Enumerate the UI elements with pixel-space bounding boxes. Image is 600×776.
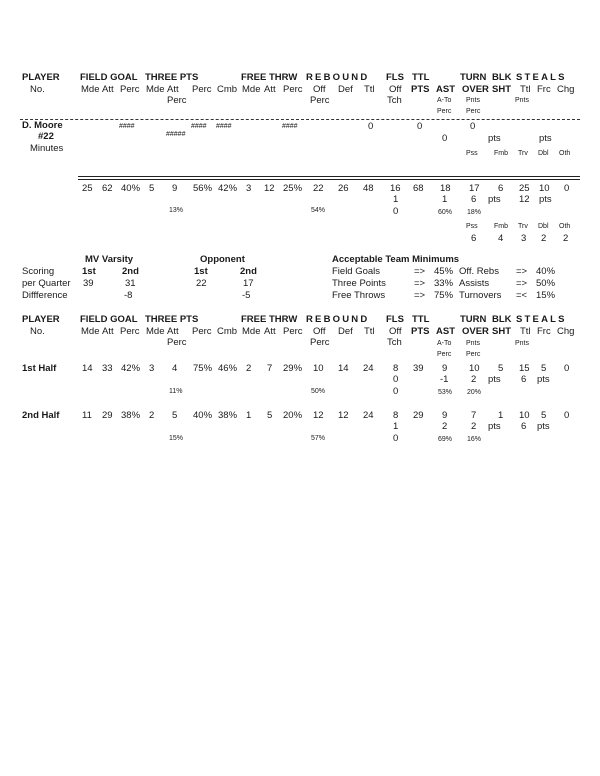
mv-2nd-value: 31 [125,278,136,289]
tot-fls-2: 1 [393,194,399,205]
player-header-2: PLAYER [22,314,60,325]
h2-stl-2: 6 [521,421,527,432]
h2-stl: 10 [519,410,530,421]
h2-ast: 9 [442,410,448,421]
h1-reb-def: 14 [338,363,349,374]
cmb-hash: #### [216,123,232,130]
player-blk-pts: pts [488,133,501,144]
h2-reb-ttl: 24 [363,410,374,421]
half-label: 2nd Half [22,410,60,421]
h1-tp-mde: 3 [149,363,155,374]
fls-tch-col-2: Tch [387,337,402,348]
steals-header-2: STEALS [516,314,567,325]
h1-chg: 0 [564,363,570,374]
rebound-header-2: REBOUND [306,314,370,325]
min-label2-0: Off. Rebs [459,266,499,277]
tot-tp-mde: 5 [149,183,155,194]
min-value-2: 75% [434,290,454,301]
tot-ttl-pts: 68 [413,183,424,194]
h1-turn: 10 [469,363,480,374]
player-dbl: Dbl [538,150,549,157]
turn-header: TURN [460,72,487,83]
field-goal-header: FIELD GOAL [80,72,138,83]
h2-ft-att: 5 [267,410,273,421]
min-label-1: Three Points [332,278,386,289]
player-trv: Trv [518,150,528,157]
ft-att-col: Att [264,84,276,95]
tp-att-col: Att [167,84,179,95]
tp-att-perc-col: Perc [167,95,187,106]
tot-frc: 10 [539,183,550,194]
fg-mde-col: Mde [81,84,100,95]
tot-reb-off: 22 [313,183,324,194]
sht-col-2: SHT [492,326,511,337]
h1-reb-off: 10 [313,363,324,374]
h1-fg-att: 33 [102,363,113,374]
h2-frc: 5 [541,410,547,421]
h2-fls-3: 0 [393,433,399,444]
ft-att-col-2: Att [264,326,276,337]
number-header-2: No. [30,326,45,337]
h1-stl: 15 [519,363,530,374]
h2-tp-att: 5 [172,410,178,421]
player-oth: Oth [559,150,571,157]
opp-2nd-value: 17 [243,278,254,289]
h1-ttl-pts: 39 [413,363,424,374]
tot-tp-perc: 56% [193,183,213,194]
half-label: 1st Half [22,363,57,374]
number-header: No. [30,84,45,95]
ast-ato-col: A-To [437,97,452,104]
mv-diff-value: -8 [124,290,133,301]
h1-fg-perc: 42% [121,363,141,374]
min-value-1: 33% [434,278,454,289]
h1-reb-ttl: 24 [363,363,374,374]
tot-fmb-v: 4 [498,233,504,244]
frc-col: Frc [537,84,551,95]
h1-three-perc: 11% [169,388,183,395]
reb-def-col: Def [338,84,353,95]
ast-col-2: AST [436,326,455,337]
tot-fg-mde: 25 [82,183,93,194]
tot-ft-perc: 25% [283,183,303,194]
field-goal-header-2: FIELD GOAL [80,314,138,325]
h2-off-perc: 57% [311,435,326,442]
reb-ttl-col-2: Ttl [364,326,375,337]
tot-ast-3: 60% [438,209,453,216]
h1-ast: 9 [442,363,448,374]
opponent-label: Opponent [200,254,245,265]
h1-fls-2: 0 [393,374,399,385]
player-name: D. Moore [22,120,63,131]
turn-header-2: TURN [460,314,487,325]
tp-att-perc-col-2: Perc [167,337,187,348]
tot-dbl-v: 2 [541,233,547,244]
h2-fls-2: 1 [393,421,399,432]
h1-blk-2: pts [488,374,501,385]
tot-stl: 25 [519,183,530,194]
h2-turn-3: 16% [467,436,482,443]
over-col-2: OVER [462,326,489,337]
over-pnts-col-2: Pnts [466,340,481,347]
h2-blk: 1 [498,410,504,421]
ttl-pts-col-2: PTS [411,326,430,337]
tp-mde-col-2: Mde [146,326,165,337]
reb-def-col-2: Def [338,326,353,337]
reb-off-perc-col: Perc [310,95,330,106]
h2-cmb: 38% [218,410,238,421]
ft-mde-col-2: Mde [242,326,261,337]
h1-fg-mde: 14 [82,363,93,374]
min-arrow-2: => [414,290,426,301]
fls-tch-col: Tch [387,95,402,106]
ft-mde-col: Mde [242,84,261,95]
tot-off-perc: 54% [311,207,326,214]
player-turnover: 0 [470,121,476,132]
h2-reb-def: 12 [338,410,349,421]
h1-ft-att: 7 [267,363,273,374]
tp-att-hash: ##### [166,131,186,138]
h1-turn-3: 20% [467,389,482,396]
tot-pss: Pss [466,223,478,230]
h1-frc-2: pts [537,374,550,385]
h1-tp-perc: 75% [193,363,213,374]
min-label2-2: Turnovers [459,290,502,301]
fls-off-col: Off [389,84,402,95]
fg-mde-col-2: Mde [81,326,100,337]
h2-fg-perc: 38% [121,410,141,421]
mv-2nd-label: 2nd [122,266,139,277]
opp-1st-label: 1st [194,266,208,277]
rebound-header: REBOUND [306,72,370,83]
ast-col: AST [436,84,455,95]
player-reb-ttl: 0 [368,121,374,132]
opp-2nd-label: 2nd [240,266,257,277]
opp-diff-value: -5 [242,290,251,301]
h1-ft-perc: 29% [283,363,303,374]
player-header: PLAYER [22,72,60,83]
min-label-2: Free Throws [332,290,386,301]
fls-header: FLS [386,72,404,83]
min-label-0: Field Goals [332,266,381,277]
tot-fls-3: 0 [393,206,399,217]
h1-ft-mde: 2 [246,363,252,374]
min-value2-1: 50% [536,278,556,289]
blk-header: BLK [492,72,512,83]
team-minimums-title: Acceptable Team Minimums [332,254,460,265]
tp-perc-col-2: Perc [192,326,212,337]
per-quarter-label: per Quarter [22,278,71,289]
three-pts-header: THREE PTS [145,72,199,83]
mv-varsity-label: MV Varsity [85,254,134,265]
h2-fls: 8 [393,410,399,421]
reb-ttl-col: Ttl [364,84,375,95]
min-arrow2-2: =< [516,290,528,301]
fls-off-col-2: Off [389,326,402,337]
tot-oth-v: 2 [563,233,569,244]
reb-off-col: Off [313,84,326,95]
reb-off-col-2: Off [313,326,326,337]
h2-reb-off: 12 [313,410,324,421]
tot-stl-2: 12 [519,194,530,205]
h2-fg-mde: 11 [82,410,92,421]
h2-ft-mde: 1 [246,410,252,421]
tot-turn: 17 [469,183,480,194]
frc-col-2: Frc [537,326,551,337]
totals-rule-1 [78,176,580,177]
free-throw-header: FREE THRW [241,72,298,83]
difference-label: Diffference [22,290,68,301]
min-arrow2-1: => [516,278,528,289]
header-divider [20,119,580,120]
tp-att-col-2: Att [167,326,179,337]
tp-perc-col: Perc [192,84,212,95]
ft-perc-col: Perc [283,84,303,95]
blk-header-2: BLK [492,314,512,325]
fg-perc-col-2: Perc [120,326,140,337]
h1-tp-att: 4 [172,363,178,374]
tot-trv: Trv [518,223,528,230]
fg-att-col-2: Att [102,326,114,337]
h1-ast-2: -1 [440,374,449,385]
ast-perc-col: Perc [437,108,452,115]
h2-ft-perc: 20% [283,410,303,421]
steals-header: STEALS [516,72,567,83]
totals-rule-2 [78,179,580,180]
tot-ft-att: 12 [264,183,275,194]
h2-frc-2: pts [537,421,550,432]
min-value2-2: 15% [536,290,556,301]
mv-1st-label: 1st [82,266,96,277]
three-pts-header-2: THREE PTS [145,314,199,325]
sht-col: SHT [492,84,511,95]
tot-blk-2: pts [488,194,501,205]
player-pss: Pss [466,150,478,157]
h1-frc: 5 [541,363,547,374]
tot-three-perc: 13% [169,207,184,214]
tot-tp-att: 9 [172,183,178,194]
chg-col-2: Chg [557,326,575,337]
reb-off-perc-col-2: Perc [310,337,330,348]
h2-tp-mde: 2 [149,410,155,421]
ft-perc-col-2: Perc [283,326,303,337]
mv-1st-value: 39 [83,278,94,289]
tot-ast-2: 1 [442,194,448,205]
h1-stl-2: 6 [521,374,527,385]
h2-chg: 0 [564,410,570,421]
h1-ast-3: 53% [438,389,453,396]
tot-fg-perc: 40% [121,183,141,194]
ttl-header-2: TTL [412,314,430,325]
h2-ast-3: 69% [438,436,453,443]
min-value-0: 45% [434,266,454,277]
tot-chg: 0 [564,183,570,194]
stl-ttl-col-2: Ttl [520,326,531,337]
tot-fg-att: 62 [102,183,113,194]
h2-tp-perc: 40% [193,410,213,421]
fg-att-col: Att [102,84,114,95]
tot-fls: 16 [390,183,401,194]
free-throw-header-2: FREE THRW [241,314,298,325]
opp-1st-value: 22 [196,278,207,289]
tot-ft-mde: 3 [246,183,252,194]
min-arrow-1: => [414,278,426,289]
h2-blk-2: pts [488,421,501,432]
min-value2-0: 40% [536,266,556,277]
ttl-header: TTL [412,72,430,83]
chg-col: Chg [557,84,575,95]
ft-perc-hash: #### [282,123,298,130]
tot-dbl: Dbl [538,223,549,230]
h2-fg-att: 29 [102,410,113,421]
tot-blk: 6 [498,183,504,194]
ttl-pts-col: PTS [411,84,430,95]
h1-fls-3: 0 [393,386,399,397]
h1-cmb: 46% [218,363,238,374]
stl-pnts-col-2: Pnts [515,340,530,347]
tot-cmb: 42% [218,183,238,194]
fg-perc-col: Perc [120,84,140,95]
player-number: #22 [38,131,54,142]
over-col: OVER [462,84,489,95]
tot-oth: Oth [559,223,571,230]
tp-perc-hash: #### [191,123,207,130]
tot-reb-ttl: 48 [363,183,374,194]
tot-trv-v: 3 [521,233,527,244]
tot-reb-def: 26 [338,183,349,194]
tot-turn-2: 6 [471,194,477,205]
player-ast: 0 [442,133,448,144]
stl-pnts-col: Pnts [515,97,530,104]
ast-perc-col-2: Perc [437,351,452,358]
h1-fls: 8 [393,363,399,374]
h2-turn-2: 2 [471,421,477,432]
cmb-col: Cmb [217,84,238,95]
min-arrow2-0: => [516,266,528,277]
fg-perc-hash: #### [119,123,135,130]
cmb-col-2: Cmb [217,326,238,337]
fls-header-2: FLS [386,314,404,325]
h2-ttl-pts: 29 [413,410,424,421]
h2-turn: 7 [471,410,477,421]
tot-fmb: Fmb [494,223,508,230]
scoring-label: Scoring [22,266,55,277]
player-frc-pts: pts [539,133,552,144]
over-perc-col-2: Perc [466,351,481,358]
h2-three-perc: 15% [169,435,184,442]
player-fmb: Fmb [494,150,508,157]
over-pnts-col: Pnts [466,97,481,104]
ast-ato-col-2: A-To [437,340,452,347]
min-arrow-0: => [414,266,426,277]
h1-blk: 5 [498,363,504,374]
player-fls: 0 [417,121,423,132]
h1-turn-2: 2 [471,374,477,385]
tot-turn-3: 18% [467,209,482,216]
h1-off-perc: 50% [311,388,326,395]
tot-frc-2: pts [539,194,552,205]
minutes-label: Minutes [30,143,64,154]
tot-pss-v: 6 [471,233,477,244]
tot-ast: 18 [440,183,451,194]
over-perc-col: Perc [466,108,481,115]
h2-ast-2: 2 [442,421,448,432]
tp-mde-col: Mde [146,84,165,95]
stl-ttl-col: Ttl [520,84,531,95]
min-label2-1: Assists [459,278,490,289]
